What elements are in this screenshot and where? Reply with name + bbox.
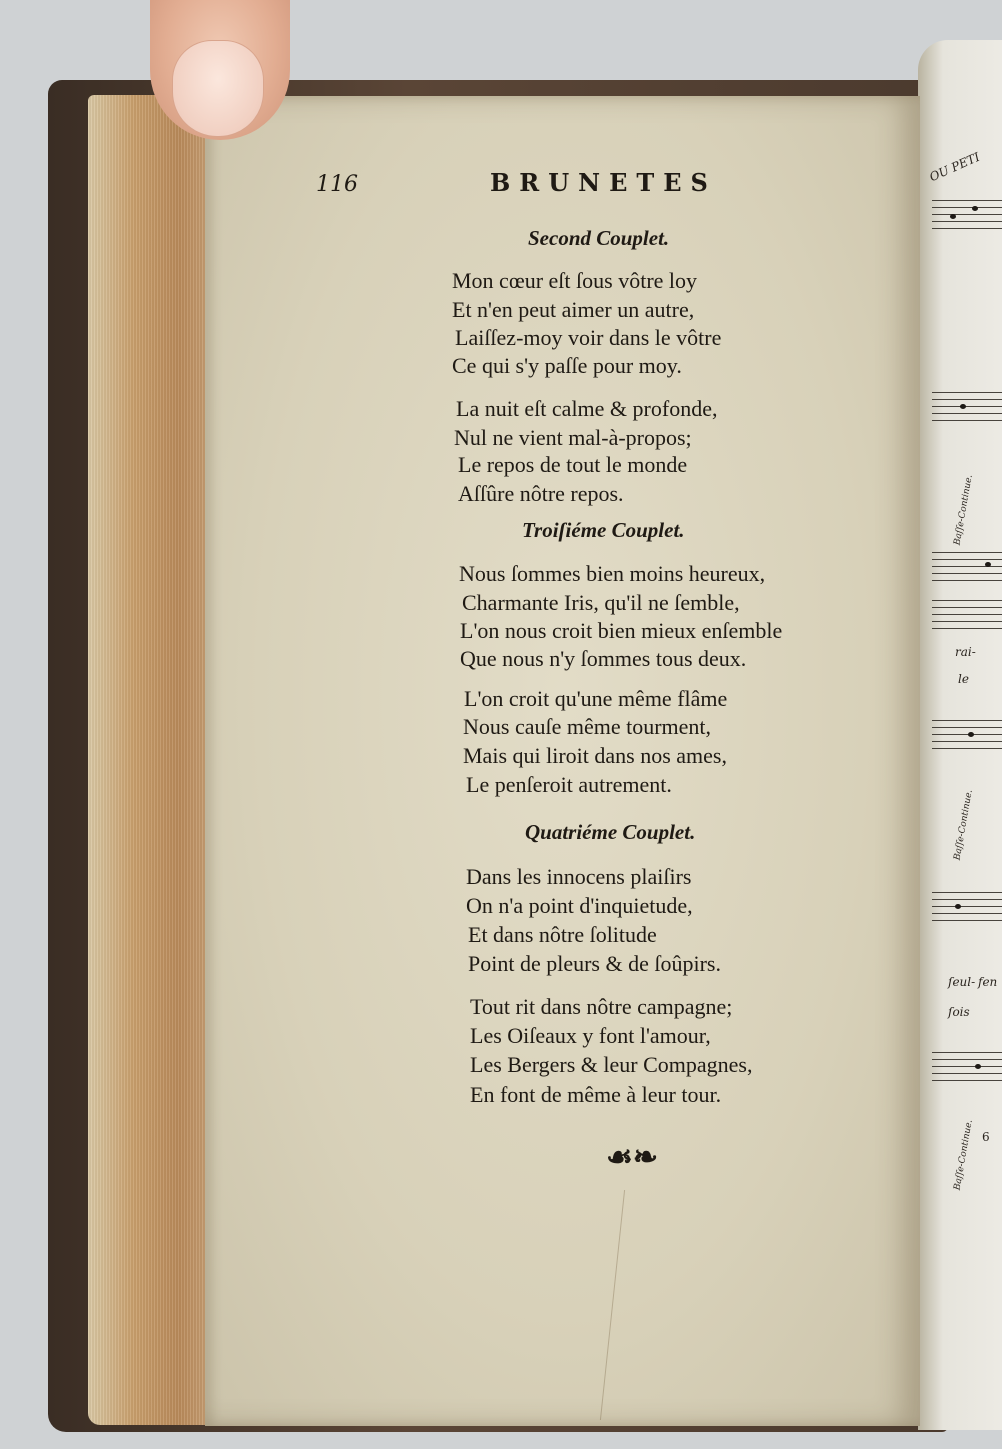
verse-line: Dans les innocens plaiſirs [466, 864, 692, 889]
verse-line: Mais qui liroit dans nos ames, [463, 743, 727, 768]
music-staff [932, 392, 1002, 426]
verse-line: Et dans nôtre ſolitude [468, 922, 657, 947]
music-staff [932, 720, 1002, 754]
music-note [968, 732, 974, 737]
verse-line: Nous ſommes bien moins heureux, [459, 561, 766, 586]
verse-line: Tout rit dans nôtre campagne; [470, 994, 733, 1019]
right-page-fragment: Baſſe-Continue. [952, 788, 975, 862]
right-page-fragment: Baſſe-Continue. [952, 1118, 975, 1192]
music-staff [932, 600, 1002, 634]
verse-line: Le penſeroit autrement. [466, 772, 672, 797]
music-staff [932, 552, 1002, 586]
running-head: BRUNETES [490, 168, 717, 197]
right-page-fragment: OU PETI [927, 149, 982, 185]
verse-line: L'on nous croit bien mieux enſemble [460, 618, 783, 643]
music-staff [932, 200, 1002, 234]
music-staff [932, 892, 1002, 926]
music-note [972, 206, 978, 211]
music-note [960, 404, 966, 409]
right-page-fragment: ſeul- [948, 975, 976, 989]
page-edges [88, 95, 218, 1425]
section-heading: Troiſiéme Couplet. [522, 518, 685, 542]
right-page-fragment: le [958, 672, 969, 686]
verse-line: Nous cauſe même tourment, [463, 714, 712, 739]
verse-line: Mon cœur eſt ſous vôtre loy [452, 268, 698, 293]
thumbnail [172, 40, 264, 137]
music-staff [932, 1052, 1002, 1086]
music-note [985, 562, 991, 567]
verse-line: En font de même à leur tour. [470, 1082, 722, 1107]
verse-line: La nuit eſt calme & profonde, [456, 396, 718, 421]
verse-line: Ce qui s'y paſſe pour moy. [452, 353, 682, 378]
verse-line: Les Oiſeaux y font l'amour, [470, 1023, 711, 1048]
verse-line: On n'a point d'inquietude, [466, 893, 693, 918]
tail-ornament: ☙❧ [606, 1140, 659, 1175]
page-number: 116 [316, 172, 358, 197]
right-page-fragment: Baſſe-Continue. [952, 473, 975, 547]
music-note [975, 1064, 981, 1069]
verse-line: Le repos de tout le monde [458, 452, 688, 477]
section-heading: Second Couplet. [528, 226, 670, 250]
music-note [955, 904, 961, 909]
verse-line: Que nous n'y ſommes tous deux. [460, 646, 747, 671]
verse-line: Les Bergers & leur Compagnes, [470, 1052, 753, 1077]
verse-line: Nul ne vient mal-à-propos; [454, 425, 692, 450]
right-page-fragment: fen [978, 975, 998, 989]
verse-line: L'on croit qu'une même flâme [464, 686, 728, 711]
verse-line: Point de pleurs & de ſoûpirs. [468, 951, 721, 976]
verse-line: Charmante Iris, qu'il ne ſemble, [462, 590, 740, 615]
music-note [950, 214, 956, 219]
verse-line: Et n'en peut aimer un autre, [452, 297, 695, 322]
verse-line: Aſſûre nôtre repos. [458, 481, 624, 506]
right-page-fragment: ſois [948, 1005, 970, 1019]
verse-line: Laiſſez-moy voir dans le vôtre [455, 325, 722, 350]
section-heading: Quatriéme Couplet. [525, 820, 696, 844]
right-page-fragment: 6 [982, 1130, 990, 1144]
right-page-fragment: rai- [955, 645, 976, 659]
